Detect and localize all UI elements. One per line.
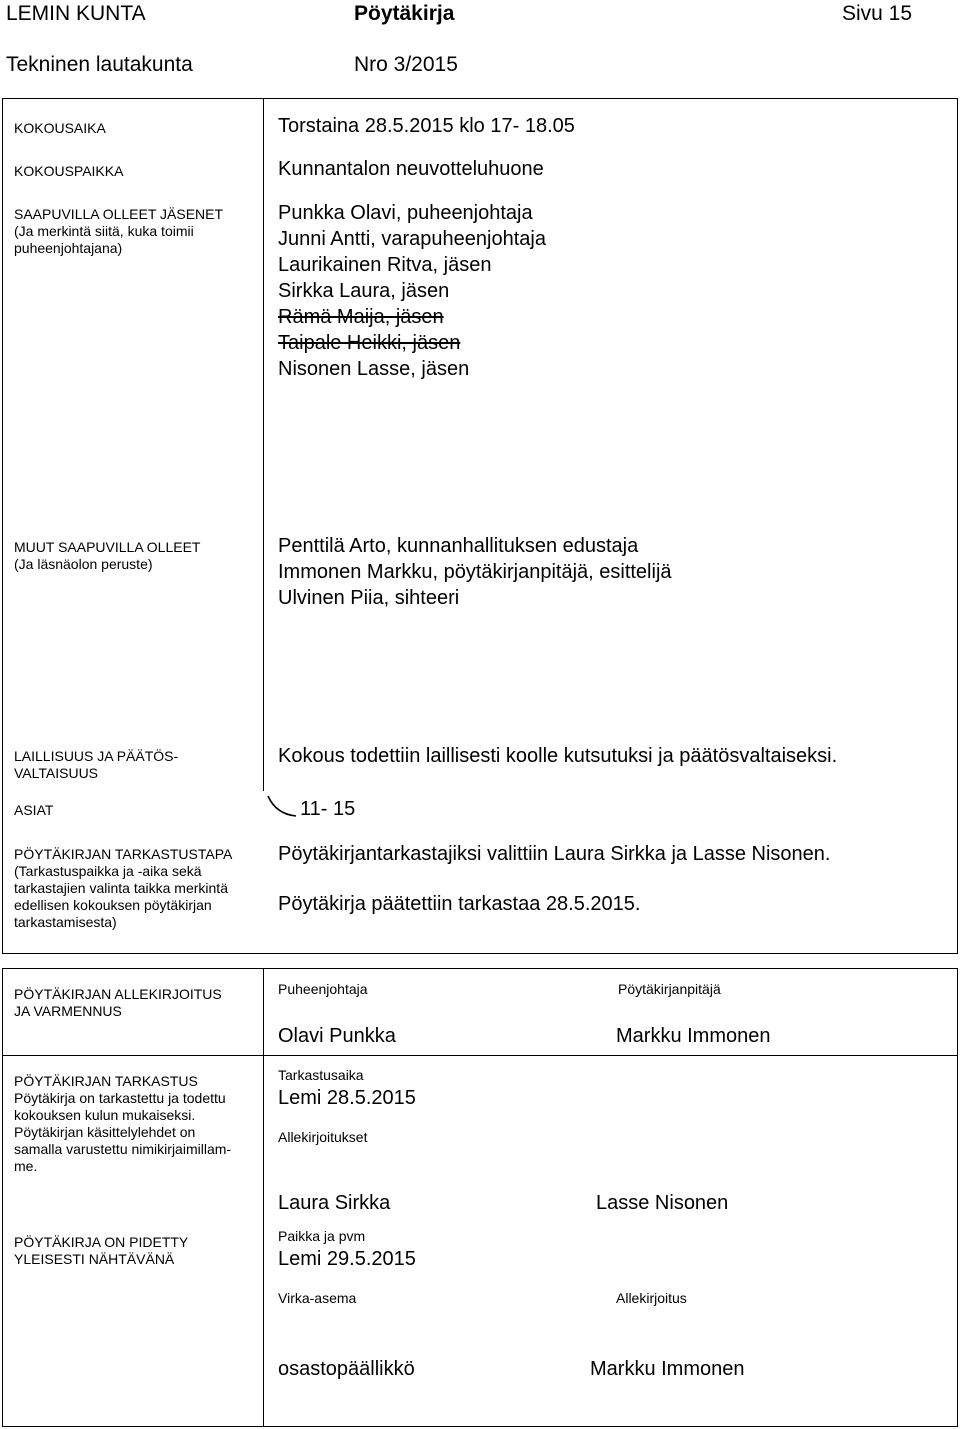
inspection-label-line: Pöytäkirjan käsittelylehdet on: [14, 1124, 196, 1140]
public-label-line: PÖYTÄKIRJA ON PIDETTY: [14, 1234, 189, 1250]
signature-label: Allekirjoitus: [616, 1290, 687, 1306]
signing-label-line: PÖYTÄKIRJAN ALLEKIRJOITUS: [14, 986, 222, 1002]
other-attendee: Penttilä Arto, kunnanhallituksen edustaja: [278, 535, 639, 557]
review-method-label-line: tarkastamisesta): [14, 914, 117, 930]
signer2-name: Lasse Nisonen: [596, 1192, 729, 1214]
meeting-time-label: KOKOUSAIKA: [14, 120, 106, 136]
member-item-absent: Taipale Heikki, jäsen: [278, 332, 461, 354]
meeting-place-value: Kunnantalon neuvotteluhuone: [278, 158, 544, 180]
members-label-line: puheenjohtajana): [14, 240, 123, 256]
member-item-absent: Rämä Maija, jäsen: [278, 306, 444, 328]
inspection-time-label: Tarkastusaika: [278, 1067, 364, 1083]
others-list: [278, 533, 672, 611]
inspection-label-line: kokouksen kulun mukaiseksi.: [14, 1107, 196, 1123]
legality-label: [14, 748, 178, 782]
review-method-label-line: edellisen kokouksen pöytäkirjan: [14, 897, 212, 913]
review-method-line1: Pöytäkirjantarkastajiksi valittiin Laura Sirkka ja Lasse Nisonen.: [278, 843, 831, 865]
member-item: Sirkka Laura, jäsen: [278, 280, 450, 302]
legality-value: Kokous todettiin laillisesti koolle kutsutuksi ja päätösvaltaiseksi.: [278, 745, 838, 767]
review-method-line2: Pöytäkirja päätettiin tarkastaa 28.5.2015.: [278, 893, 641, 915]
column-divider: [263, 98, 264, 791]
members-label: [14, 206, 223, 257]
member-item: Punkka Olavi, puheenjohtaja: [278, 202, 533, 224]
public-label: [14, 1234, 188, 1268]
arrow-icon: [266, 794, 300, 820]
inspection-label-line: PÖYTÄKIRJAN TARKASTUS: [14, 1073, 198, 1089]
review-method-label: [14, 846, 232, 931]
chair-label: Puheenjohtaja: [278, 981, 368, 997]
place-date-label: Paikka ja pvm: [278, 1228, 366, 1244]
secretary-label: Pöytäkirjanpitäjä: [618, 981, 721, 997]
other-attendee: Ulvinen Piia, sihteeri: [278, 587, 460, 609]
municipality-name: LEMIN KUNTA: [6, 2, 146, 25]
signature-column-divider: [263, 968, 264, 1427]
others-label-line: (Ja läsnäolon peruste): [14, 556, 153, 572]
legality-label-line: VALTAISUUS: [14, 765, 99, 781]
member-item: Nisonen Lasse, jäsen: [278, 358, 470, 380]
signature-row-divider: [2, 1055, 958, 1056]
others-label-line: MUUT SAAPUVILLA OLLEET: [14, 539, 201, 555]
other-attendee: Immonen Markku, pöytäkirjanpitäjä, esittelijä: [278, 561, 672, 583]
signature-value: Markku Immonen: [590, 1358, 745, 1380]
members-label-line: (Ja merkintä siitä, kuka toimii: [14, 223, 194, 239]
signer1-name: Laura Sirkka: [278, 1192, 391, 1214]
review-method-label-line: (Tarkastuspaikka ja -aika sekä: [14, 863, 202, 879]
inspection-label-line: samalla varustettu nimikirjaimillam-: [14, 1141, 232, 1157]
meeting-time-value: Torstaina 28.5.2015 klo 17- 18.05: [278, 115, 575, 137]
inspection-time-value: Lemi 28.5.2015: [278, 1087, 416, 1109]
members-list: [278, 200, 546, 382]
minutes-number: Nro 3/2015: [354, 53, 458, 76]
signatures-label: Allekirjoitukset: [278, 1129, 368, 1145]
signature-frame: [2, 968, 958, 1427]
review-method-label-line: PÖYTÄKIRJAN TARKASTUSTAPA: [14, 846, 233, 862]
board-name: Tekninen lautakunta: [6, 53, 193, 76]
document-type: Pöytäkirja: [354, 2, 455, 25]
member-item: Junni Antti, varapuheenjohtaja: [278, 228, 546, 250]
signing-label-line: JA VARMENNUS: [14, 1003, 122, 1019]
chair-name: Olavi Punkka: [278, 1025, 396, 1047]
others-label: [14, 539, 200, 573]
legality-label-line: LAILLISUUS JA PÄÄTÖS-: [14, 748, 179, 764]
place-date-value: Lemi 29.5.2015: [278, 1248, 416, 1270]
inspection-label-line: Pöytäkirja on tarkastettu ja todettu: [14, 1090, 226, 1106]
position-value: osastopäällikkö: [278, 1358, 415, 1380]
inspection-label: [14, 1073, 231, 1175]
position-label: Virka-asema: [278, 1290, 357, 1306]
secretary-name: Markku Immonen: [616, 1025, 771, 1047]
public-label-line: YLEISESTI NÄHTÄVÄNÄ: [14, 1251, 175, 1267]
members-label-line: SAAPUVILLA OLLEET JÄSENET: [14, 206, 224, 222]
inspection-label-line: me.: [14, 1158, 38, 1174]
items-value: 11- 15: [300, 798, 356, 820]
review-method-label-line: tarkastajien valinta taikka merkintä: [14, 880, 228, 896]
signing-label: [14, 986, 222, 1020]
meeting-place-label: KOKOUSPAIKKA: [14, 163, 124, 179]
items-label: ASIAT: [14, 802, 54, 818]
page-number: Sivu 15: [842, 2, 913, 25]
member-item: Laurikainen Ritva, jäsen: [278, 254, 492, 276]
